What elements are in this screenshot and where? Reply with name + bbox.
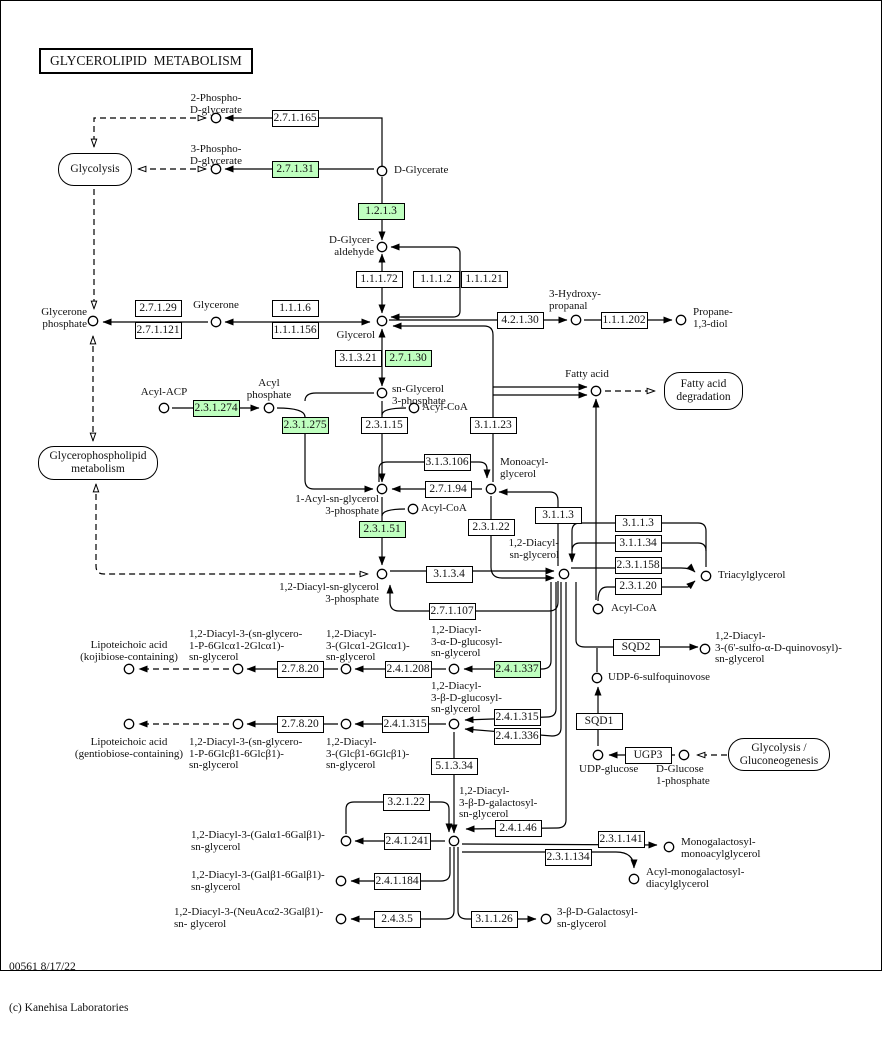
enzyme-box-2.3.1.141[interactable]: 2.3.1.141 — [598, 831, 645, 848]
enzyme-box-2.3.1.134[interactable]: 2.3.1.134 — [545, 849, 592, 866]
compound-node-acyl-coa-2[interactable] — [408, 504, 417, 513]
map-title: GLYCEROLIPID METABOLISM — [39, 48, 253, 74]
enzyme-box-2.3.1.15[interactable]: 2.3.1.15 — [361, 417, 408, 434]
enzyme-box-2.4.1.184[interactable]: 2.4.1.184 — [374, 873, 421, 890]
compound-label: 1,2-Diacyl-3-(Galβ1-6Galβ1)- sn-glycerol — [191, 869, 325, 893]
reaction-line — [458, 847, 536, 919]
compound-node-monoacylglycerol[interactable] — [486, 484, 495, 493]
enzyme-box-3.1.3.106[interactable]: 3.1.3.106 — [424, 454, 471, 471]
compound-node-glycerone[interactable] — [211, 317, 220, 326]
compound-node-d-glycerate[interactable] — [377, 166, 386, 175]
compound-label: 2-Phospho- D-glycerate — [190, 92, 242, 116]
enzyme-box-5.1.3.34[interactable]: 5.1.3.34 — [431, 758, 478, 775]
compound-node-diacyl-sn-glycero-gentiobiose[interactable] — [233, 719, 242, 728]
compound-node-udp-glucose[interactable] — [593, 750, 602, 759]
compound-node-fatty-acid[interactable] — [591, 386, 600, 395]
enzyme-box-3.1.1.23[interactable]: 3.1.1.23 — [470, 417, 517, 434]
compound-node-acyl-phosphate[interactable] — [264, 403, 273, 412]
compound-label: Acyl-ACP — [140, 386, 188, 398]
compound-node-triacylglycerol[interactable] — [701, 571, 710, 580]
enzyme-box-2.7.1.94[interactable]: 2.7.1.94 — [425, 481, 472, 498]
pathway-link-fatty-acid-degradation[interactable]: Fatty acid degradation — [664, 372, 743, 410]
compound-label: 1,2-Diacyl- 3-(Glcα1-2Glcα1)- sn-glycerol — [326, 628, 410, 663]
pathway-link-glycolysis[interactable]: Glycolysis — [58, 153, 132, 186]
compound-label: D-Glycer- aldehyde — [329, 234, 374, 258]
map-number: 00561 8/17/22 — [9, 961, 76, 973]
compound-label: UDP-glucose — [579, 763, 639, 775]
compound-label: 1,2-Diacyl- 3-(Glcβ1-6Glcβ1)- sn-glycerol — [326, 736, 410, 771]
compound-label: 3-Phospho- D-glycerate — [190, 143, 242, 167]
enzyme-box-1.1.1.21[interactable]: 1.1.1.21 — [461, 271, 508, 288]
compound-label: Monogalactosyl- monoacylglycerol — [681, 836, 761, 860]
enzyme-box-1.1.1.202[interactable]: 1.1.1.202 — [601, 312, 648, 329]
compound-node-d-glyceraldehyde[interactable] — [377, 242, 386, 251]
compound-node-diacyl-glc-b1-6glc-glycerol[interactable] — [341, 719, 350, 728]
enzyme-box-2.7.8.20[interactable]: 2.7.8.20 — [277, 661, 324, 678]
compound-label: Propane- 1,3-diol — [693, 306, 733, 330]
compound-label: 1,2-Diacyl- 3-β-D-galactosyl- sn-glycerol — [459, 785, 538, 820]
enzyme-box-2.4.1.337[interactable]: 2.4.1.337 — [494, 661, 541, 678]
compound-label: Acyl-CoA — [421, 502, 467, 514]
enzyme-box-2.3.1.51[interactable]: 2.3.1.51 — [359, 521, 406, 538]
pathway-link-glycolysis-gluconeogenesis[interactable]: Glycolysis / Gluconeogenesis — [728, 738, 830, 771]
enzyme-box-2.4.1.315[interactable]: 2.4.1.315 — [382, 716, 429, 733]
compound-label: UDP-6-sulfoquinovose — [608, 671, 711, 683]
compound-label: 1,2-Diacyl- 3-α-D-glucosyl- sn-glycerol — [431, 624, 503, 659]
compound-node-sulfoquinovosyl-diacylglycerol[interactable] — [700, 644, 709, 653]
compound-label: Glycerone phosphate — [41, 306, 87, 330]
compound-label: Glycerone — [193, 299, 239, 311]
enzyme-box-3.1.1.3[interactable]: 3.1.1.3 — [535, 507, 582, 524]
compound-label: 1,2-Diacyl- 3-(6'-sulfo-α-D-quinovosyl)- sn-glycerol — [715, 630, 842, 665]
enzyme-box-2.4.1.46[interactable]: 2.4.1.46 — [495, 820, 542, 837]
compound-label: 1,2-Diacyl- 3-β-D-glucosyl- sn-glycerol — [431, 680, 502, 715]
compound-label: Acyl phosphate — [246, 377, 292, 401]
enzyme-box-3.1.1.34[interactable]: 3.1.1.34 — [615, 535, 662, 552]
copyright: (c) Kanehisa Laboratories — [9, 1001, 129, 1014]
enzyme-box-1.2.1.3[interactable]: 1.2.1.3 — [358, 203, 405, 220]
compound-label: Fatty acid — [565, 368, 609, 380]
reaction-line — [94, 118, 206, 147]
compound-node-diacyl-neuac-3gal-glycerol[interactable] — [336, 914, 345, 923]
compound-node-acyl-monogalactosyl-diacylglycerol[interactable] — [629, 874, 638, 883]
compound-node-diacyl-gal-a1-6gal-glycerol[interactable] — [341, 836, 350, 845]
reaction-line — [382, 509, 405, 516]
enzyme-box-UGP3[interactable]: UGP3 — [625, 747, 672, 764]
enzyme-box-1.1.1.6[interactable]: 1.1.1.6 — [272, 300, 319, 317]
compound-node-diacyl-gal-b1-6gal-glycerol[interactable] — [336, 876, 345, 885]
reaction-line — [305, 393, 374, 401]
compound-node-3-hydroxypropanal[interactable] — [571, 315, 580, 324]
compound-label: D-Glucose 1-phosphate — [656, 763, 710, 787]
compound-label: 1,2-Diacyl-3-(NeuAcα2-3Galβ1)- sn- glycerol — [174, 906, 324, 930]
enzyme-box-2.7.1.165[interactable]: 2.7.1.165 — [272, 110, 319, 127]
enzyme-box-SQD1[interactable]: SQD1 — [576, 713, 623, 730]
compound-label: Lipoteichoic acid (gentiobiose-containing) — [74, 736, 184, 760]
compound-label: D-Glycerate — [394, 164, 449, 176]
compound-node-diacyl-3-b-d-galactosyl-glycerol[interactable] — [449, 836, 458, 845]
enzyme-box-2.7.8.20[interactable]: 2.7.8.20 — [277, 716, 324, 733]
compound-label: 1,2-Diacyl-3-(Galα1-6Galβ1)- sn-glycerol — [191, 829, 325, 853]
compound-node-lipoteichoic-acid-kojibiose[interactable] — [124, 664, 133, 673]
compound-node-glycerone-phosphate[interactable] — [88, 316, 97, 325]
enzyme-box-SQD2[interactable]: SQD2 — [613, 639, 660, 656]
enzyme-box-2.7.1.29[interactable]: 2.7.1.29 — [135, 300, 182, 317]
enzyme-box-2.4.1.208[interactable]: 2.4.1.208 — [385, 661, 432, 678]
enzyme-box-2.4.1.315[interactable]: 2.4.1.315 — [494, 709, 541, 726]
compound-label: Acyl-monogalactosyl- diacylglycerol — [646, 866, 745, 890]
enzyme-box-2.3.1.158[interactable]: 2.3.1.158 — [615, 557, 662, 574]
enzyme-box-3.1.1.26[interactable]: 3.1.1.26 — [471, 911, 518, 928]
enzyme-box-2.7.1.30[interactable]: 2.7.1.30 — [385, 350, 432, 367]
compound-label: Monoacyl- glycerol — [500, 456, 549, 480]
enzyme-box-2.7.1.107[interactable]: 2.7.1.107 — [429, 603, 476, 620]
compound-node-3-b-d-galactosyl-sn-glycerol[interactable] — [541, 914, 550, 923]
compound-label: 1,2-Diacyl-sn-glycerol 3-phosphate — [279, 581, 379, 605]
reaction-line — [382, 408, 406, 415]
enzyme-box-2.4.1.241[interactable]: 2.4.1.241 — [384, 833, 431, 850]
compound-node-acyl-acp[interactable] — [159, 403, 168, 412]
compound-label: Acyl-CoA — [611, 602, 657, 614]
compound-node-sn-glycerol-3-phosphate[interactable] — [377, 388, 386, 397]
compound-node-udp-6-sulfoquinovose[interactable] — [592, 673, 601, 682]
enzyme-box-2.3.1.20[interactable]: 2.3.1.20 — [615, 578, 662, 595]
enzyme-box-2.7.1.121[interactable]: 2.7.1.121 — [135, 322, 182, 339]
enzyme-box-2.3.1.274[interactable]: 2.3.1.274 — [193, 400, 240, 417]
compound-label: Triacylglycerol — [718, 569, 786, 581]
compound-label: 3-Hydroxy- propanal — [549, 288, 601, 312]
enzyme-box-4.2.1.30[interactable]: 4.2.1.30 — [497, 312, 544, 329]
compound-node-acyl-coa-3[interactable] — [593, 604, 602, 613]
map-footer — [9, 934, 128, 1042]
enzyme-box-2.3.1.275[interactable]: 2.3.1.275 — [282, 417, 329, 434]
pathway-link-glycerophospholipid-metabolism[interactable]: Glycerophospholipid metabolism — [38, 446, 158, 480]
enzyme-box-3.2.1.22[interactable]: 3.2.1.22 — [383, 794, 430, 811]
enzyme-box-3.1.1.3[interactable]: 3.1.1.3 — [615, 515, 662, 532]
enzyme-box-2.3.1.22[interactable]: 2.3.1.22 — [468, 519, 515, 536]
compound-label: 1,2-Diacyl- sn-glycerol — [508, 537, 559, 561]
compound-node-lipoteichoic-acid-gentiobiose[interactable] — [124, 719, 133, 728]
enzyme-box-2.7.1.31[interactable]: 2.7.1.31 — [272, 161, 319, 178]
compound-label: 1,2-Diacyl-3-(sn-glycero- 1-P-6Glcβ1-6Glcβ1)- sn-glycerol — [189, 736, 303, 771]
compound-node-monogalactosyl-monoacylglycerol[interactable] — [664, 842, 673, 851]
compound-node-d-glucose-1-phosphate[interactable] — [679, 750, 688, 759]
compound-node-propane-1-3-diol[interactable] — [676, 315, 685, 324]
enzyme-box-1.1.1.156[interactable]: 1.1.1.156 — [272, 322, 319, 339]
compound-label: Acyl-CoA — [422, 401, 468, 413]
enzyme-box-3.1.3.21[interactable]: 3.1.3.21 — [335, 350, 382, 367]
compound-label: 1,2-Diacyl-3-(sn-glycero- 1-P-6Glcα1-2Glcα1)- sn-glycerol — [189, 628, 303, 663]
compound-node-diacyl-glc-a1-2glc-glycerol[interactable] — [341, 664, 350, 673]
enzyme-box-2.4.1.336[interactable]: 2.4.1.336 — [494, 728, 541, 745]
compound-label: sn-Glycerol 3-phosphate — [392, 383, 446, 407]
compound-node-glycerol[interactable] — [377, 316, 386, 325]
compound-node-diacyl-3-b-d-glucosyl-glycerol[interactable] — [449, 719, 458, 728]
compound-label: 3-β-D-Galactosyl- sn-glycerol — [557, 906, 638, 930]
compound-node-1-2-diacyl-sn-glycerol[interactable] — [559, 569, 568, 578]
enzyme-box-3.1.3.4[interactable]: 3.1.3.4 — [426, 566, 473, 583]
enzyme-box-1.1.1.72[interactable]: 1.1.1.72 — [356, 271, 403, 288]
compound-node-1-2-diacyl-sn-glycerol-3-phosphate[interactable] — [377, 569, 386, 578]
compound-node-diacyl-3-a-d-glucosyl-glycerol[interactable] — [449, 664, 458, 673]
compound-label: 1-Acyl-sn-glycerol 3-phosphate — [295, 493, 379, 517]
compound-label: Glycerol — [336, 329, 375, 341]
enzyme-box-1.1.1.2[interactable]: 1.1.1.2 — [413, 271, 460, 288]
compound-label: Lipoteichoic acid (kojibiose-containing) — [80, 639, 178, 663]
compound-node-diacyl-sn-glycero-kojibiose[interactable] — [233, 664, 242, 673]
enzyme-box-2.4.3.5[interactable]: 2.4.3.5 — [374, 911, 421, 928]
